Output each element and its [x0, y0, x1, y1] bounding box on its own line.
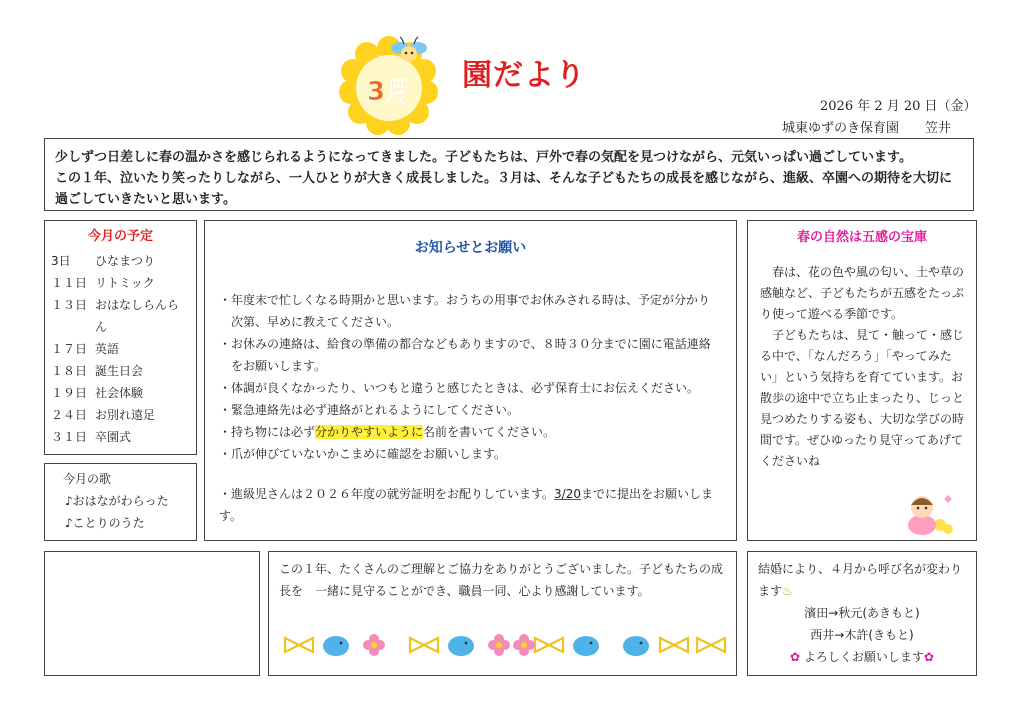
highlighted-text: 分かりやすいように	[315, 425, 424, 439]
deadline-date: 3/20	[554, 487, 581, 501]
name-change-intro-text: 結婚により、４月から呼び名が変わります	[758, 562, 963, 598]
schedule-day: １１日	[51, 276, 88, 290]
schedule-row	[51, 404, 190, 426]
empty-box	[44, 551, 260, 676]
flower-icon: ✿	[923, 650, 934, 664]
notice-item-5-pre: ・持ち物には必ず	[219, 425, 316, 439]
name-change-1: 濱田→秋元(あきもと)	[804, 606, 920, 620]
schedule-day: ２４日	[51, 408, 88, 422]
notice-note-post: までに提出をお願いします。	[219, 487, 714, 523]
notice-item: ・緊急連絡先は必ず連絡がとれるようにしてください。	[219, 403, 520, 417]
spring-box	[747, 220, 977, 541]
intro-line-2: この１年、泣いたり笑ったりしながら、一人ひとりが大きく成長しました。３月は、そんな子どもたちの成長を感じながら、進級、卒園への期待を大切に過ごしていきたいと思います。	[55, 171, 953, 207]
notice-note	[219, 483, 722, 527]
schedule-day: １７日	[51, 342, 88, 356]
closing-line	[758, 646, 966, 668]
schedule-row	[51, 272, 190, 294]
name-change-box	[747, 551, 977, 676]
thanks-box	[268, 551, 737, 676]
notice-box	[204, 220, 737, 541]
closing-text: よろしくお願いします	[803, 650, 924, 664]
notice-note-pre: ・進級児さんは２０２６年度の就労証明をお配りしています。	[219, 487, 555, 501]
schedule-row	[51, 382, 190, 404]
notice-item: ・お休みの連絡は、給食の準備の都合などもありますので、８時３０分までに園に電話連絡をお願いします。	[219, 337, 711, 373]
child-flower-icon	[896, 489, 960, 537]
decorative-border	[279, 630, 729, 660]
spring-paragraph-1: 春は、花の色や風の匂い、土や草の感触など、子どもたちが五感をたっぷり使って遊べる季節です。	[760, 265, 965, 321]
spring-title: 春の自然は五感の宝庫	[796, 230, 927, 245]
schedule-day: ３１日	[51, 430, 88, 444]
intro-box	[44, 138, 974, 211]
name-change-intro	[758, 558, 966, 602]
thanks-text: この１年、たくさんのご理解とご協力をありがとうございました。子どもたちの成長を 一緒に見守ることができ、職員一同、心より感謝しています。	[279, 562, 724, 598]
month-badge	[338, 34, 440, 136]
notice-list	[219, 289, 722, 465]
issue-date: 2026 年 2 月 20 日（金）	[820, 99, 977, 114]
schedule-event: 英語	[95, 342, 120, 356]
schedule-day: １３日	[51, 298, 88, 312]
song-item: ♪ことりのうた	[65, 516, 145, 530]
schedule-event: おはなしらんらん	[95, 298, 180, 334]
schedule-day: １８日	[51, 364, 88, 378]
schedule-row	[51, 426, 190, 448]
schedule-day: １９日	[51, 386, 88, 400]
intro-line-1: 少しずつ日差しに春の温かさを感じられるようになってきました。子どもたちは、戸外で春の気配を見つけながら、元気いっぱい過ごしています。	[55, 150, 912, 165]
flower-icon: ✿	[790, 650, 801, 664]
page-title: 園だより	[462, 58, 586, 93]
schedule-row	[51, 360, 190, 382]
notice-title: お知らせとお願い	[414, 240, 527, 256]
songs-title: 今月の歌	[63, 472, 112, 486]
organization-author: 城東ゆずのき保育園 笠井	[782, 121, 952, 136]
schedule-row	[51, 338, 190, 360]
schedule-event: 社会体験	[95, 386, 144, 400]
schedule-row	[51, 250, 190, 272]
month-badge-label: 3月	[366, 77, 412, 107]
schedule-event: 誕生日会	[95, 364, 144, 378]
schedule-event: 卒園式	[95, 430, 132, 444]
notice-item: ・体調が良くなかったり、いつもと違うと感じたときは、必ず保育士にお伝えください。	[219, 381, 700, 395]
notice-item: ・年度末で忙しくなる時期かと思います。おうちの用事でお休みされる時は、予定が分かり次第、早めに教えてください。	[219, 293, 711, 329]
schedule-box	[44, 220, 197, 455]
schedule-event: ひなまつり	[95, 254, 156, 268]
notice-item	[219, 421, 722, 443]
notice-item: ・爪が伸びていないかこまめに確認をお願いします。	[219, 447, 507, 461]
name-change-2: 西井→木許(きもと)	[810, 628, 914, 642]
schedule-title: 今月の予定	[87, 229, 153, 244]
songs-box	[44, 463, 197, 541]
schedule-event: お別れ遠足	[95, 408, 156, 422]
schedule-day: 3日	[51, 254, 71, 268]
schedule-event: リトミック	[95, 276, 155, 290]
notice-item-5-post: 名前を書いてください。	[423, 425, 556, 439]
cake-icon: ♨	[782, 584, 793, 598]
song-item: ♪おはながわらった	[65, 494, 169, 508]
schedule-row	[51, 294, 190, 338]
spring-paragraph-2: 子どもたちは、見て・触って・感じる中で、「なんだろう」「やってみたい」という気持ちを育てています。お散歩の途中で立ち止まったり、じっと見つめたりする姿も、大切な学びの時間です。ぜひゆったり見守ってあげてくださいね	[760, 328, 965, 468]
